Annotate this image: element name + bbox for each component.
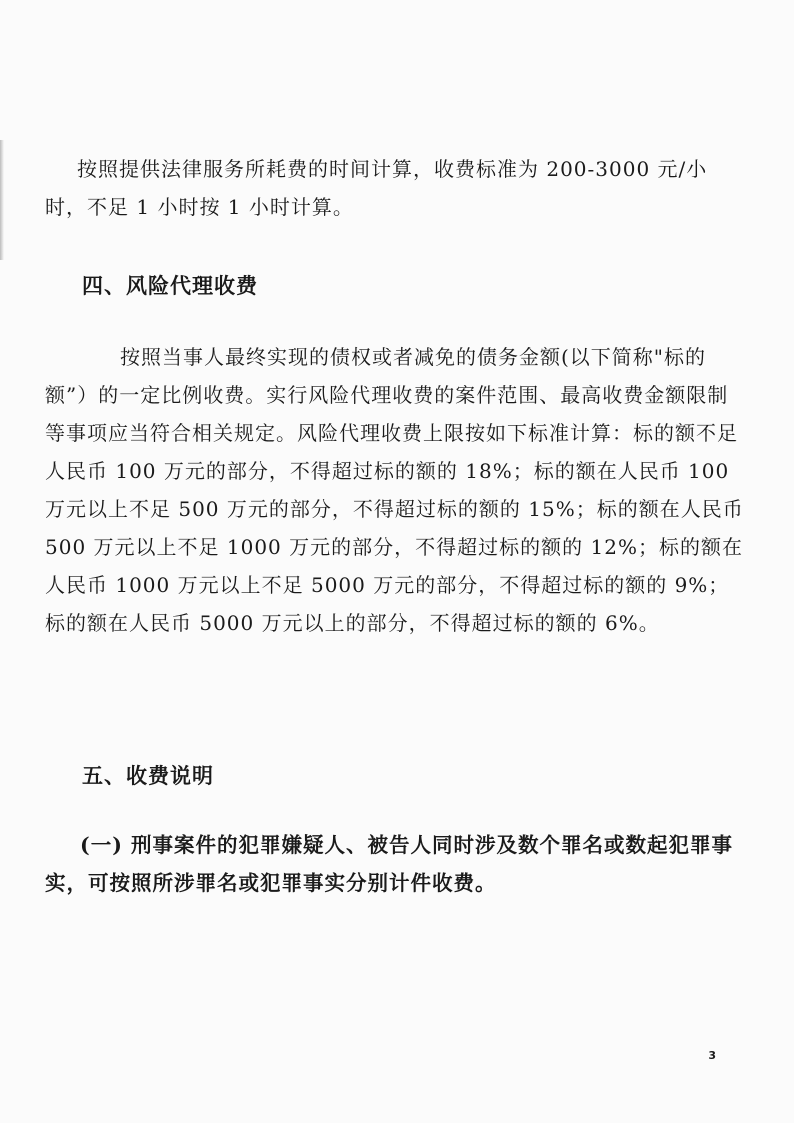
scan-edge-shadow <box>0 140 4 260</box>
hourly-fee-paragraph: 按照提供法律服务所耗费的时间计算，收费标准为 200-3000 元/小时，不足 1 小时按 1 小时计算。 <box>45 157 708 219</box>
risk-agency-paragraph: 按照当事人最终实现的债权或者减免的债务金额(以下简称"标的额”）的一定比例收费。实行风险代理收费的案件范围、最高收费金额限制等事项应当符合相关规定。风险代理收费上限按如下标准计算：标的额不足人民币 100 万元的部分，不得超过标的额的 18%；标的额在人民币 100 万元以上不足 500 万元的部分，不得超过标的额的 15%；标的额在人民币 500 万元以上不足 1000 万元的部分，不得超过标的额的 12%；标的额在人民币 1000 万元以上不足 5000 万元的部分，不得超过标的额的 9%；标的额在人民币 5000 万元以上的部分，不得超过标的额的 6%。 <box>45 345 744 635</box>
fee-note-one-paragraph: (一) 刑事案件的犯罪嫌疑人、被告人同时涉及数个罪名或数起犯罪事实，可按照所涉罪名或犯罪事实分别计件收费。 <box>45 833 734 895</box>
section-heading-risk-agency: 四、风险代理收费 <box>82 273 258 298</box>
section-heading-fee-notes: 五、收费说明 <box>82 763 214 788</box>
page-number: 3 <box>708 1049 716 1062</box>
